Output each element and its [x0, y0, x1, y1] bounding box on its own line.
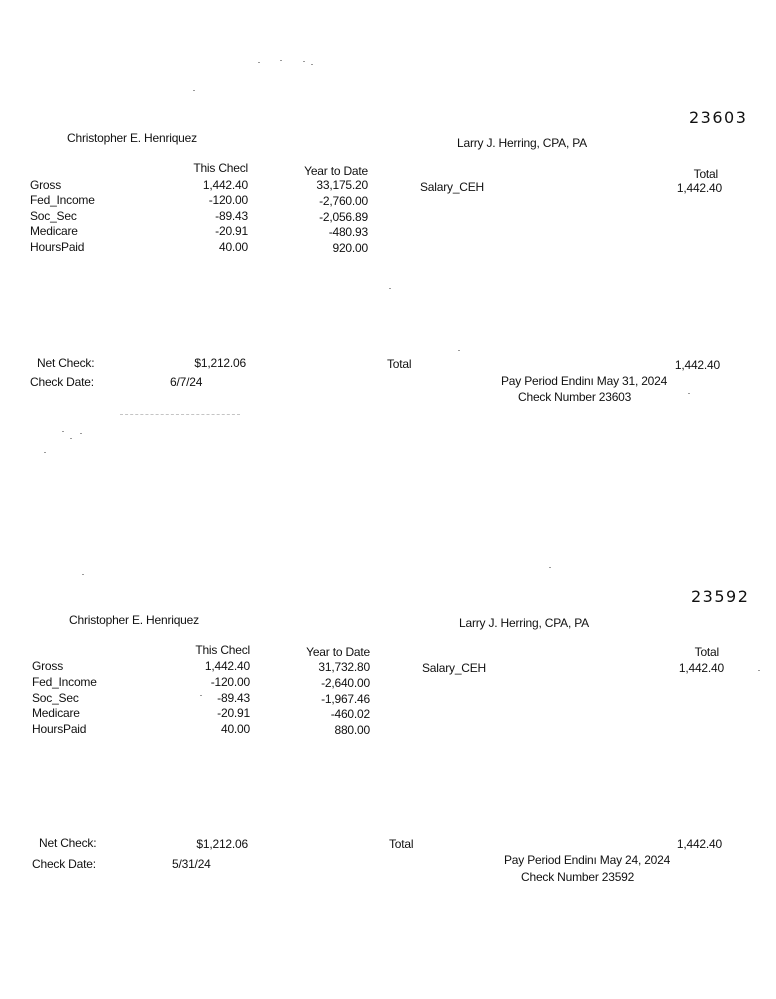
row-label: HoursPaid	[30, 240, 85, 254]
speck	[280, 60, 282, 61]
row-year-to-date: 33,175.20	[316, 178, 368, 192]
row-label: Medicare	[30, 224, 78, 238]
speck	[62, 431, 64, 432]
row-label: Medicare	[32, 706, 80, 720]
row-this-check: -120.00	[208, 193, 248, 207]
speck	[258, 62, 260, 63]
check-date-label: Check Date:	[32, 857, 96, 871]
row-label: HoursPaid	[32, 722, 87, 736]
row-label: Gross	[30, 178, 62, 192]
col-header-total: Total	[694, 645, 719, 659]
speck	[311, 64, 313, 65]
employer-name: Larry J. Herring, CPA, PA	[457, 136, 587, 150]
col-header-this-check: This Checl	[195, 643, 250, 657]
col-header-year-to-date: Year to Date	[304, 164, 368, 178]
total-value: 1,442.40	[674, 358, 720, 372]
speck	[200, 695, 202, 696]
check-number-line: Check Number 23592	[521, 870, 635, 884]
row-this-check: -89.43	[215, 209, 248, 223]
check-number: 23603	[689, 108, 748, 127]
pay-stub-2	[0, 480, 776, 884]
row-this-check: -89.43	[217, 691, 250, 705]
row-label: Gross	[32, 659, 64, 673]
employee-name: Christopher E. Henriquez	[69, 613, 199, 627]
net-check-value: $1,212.06	[194, 356, 246, 370]
employer-name: Larry J. Herring, CPA, PA	[459, 616, 589, 630]
speck	[549, 567, 551, 568]
row-this-check: 1,442.40	[202, 178, 248, 192]
salary-label: Salary_CEH	[422, 661, 487, 675]
row-year-to-date: -2,760.00	[319, 194, 368, 208]
speck	[82, 574, 84, 575]
net-check-label: Net Check:	[37, 356, 95, 370]
row-year-to-date: -2,056.89	[319, 210, 368, 224]
row-label: Soc_Sec	[32, 691, 79, 705]
row-year-to-date: -480.93	[328, 225, 368, 239]
pay-period-ending: Pay Period Endinı May 31, 2024	[501, 374, 668, 388]
row-label: Soc_Sec	[30, 209, 77, 223]
speck	[688, 393, 690, 394]
salary-total: 1,442.40	[676, 181, 722, 195]
scan-streak	[120, 414, 240, 416]
speck	[80, 433, 82, 434]
row-this-check: -120.00	[210, 675, 250, 689]
net-check-value: $1,212.06	[196, 837, 248, 851]
check-date-label: Check Date:	[30, 375, 94, 389]
row-this-check: -20.91	[215, 224, 248, 238]
row-label: Fed_Income	[32, 675, 97, 689]
row-year-to-date: -1,967.46	[321, 692, 370, 706]
pay-period-ending: Pay Period Endinı May 24, 2024	[504, 853, 671, 867]
salary-total: 1,442.40	[678, 661, 724, 675]
speck	[70, 438, 72, 439]
row-this-check: -20.91	[217, 706, 250, 720]
check-number-line: Check Number 23603	[518, 390, 632, 404]
check-date-value: 5/31/24	[172, 857, 211, 871]
speck	[758, 670, 760, 671]
row-year-to-date: -460.02	[330, 707, 370, 721]
speck	[193, 90, 195, 91]
total-value: 1,442.40	[676, 837, 722, 851]
employee-name: Christopher E. Henriquez	[67, 131, 197, 145]
total-label: Total	[387, 357, 412, 371]
row-year-to-date: 31,732.80	[318, 660, 370, 674]
salary-label: Salary_CEH	[420, 180, 485, 194]
pay-stub-1	[0, 0, 776, 404]
speck	[389, 288, 391, 289]
speck	[44, 452, 46, 453]
row-year-to-date: -2,640.00	[321, 676, 370, 690]
col-header-total: Total	[693, 167, 718, 181]
row-this-check: 40.00	[220, 722, 250, 736]
col-header-year-to-date: Year to Date	[306, 645, 370, 659]
row-year-to-date: 880.00	[334, 723, 370, 737]
speck	[303, 61, 305, 62]
speck	[458, 350, 460, 351]
total-label: Total	[389, 837, 414, 851]
row-this-check: 1,442.40	[204, 659, 250, 673]
check-number: 23592	[691, 587, 750, 606]
net-check-label: Net Check:	[39, 836, 97, 850]
row-this-check: 40.00	[218, 240, 248, 254]
row-year-to-date: 920.00	[332, 241, 368, 255]
row-label: Fed_Income	[30, 193, 95, 207]
check-date-value: 6/7/24	[170, 375, 203, 389]
col-header-this-check: This Checl	[193, 161, 248, 175]
